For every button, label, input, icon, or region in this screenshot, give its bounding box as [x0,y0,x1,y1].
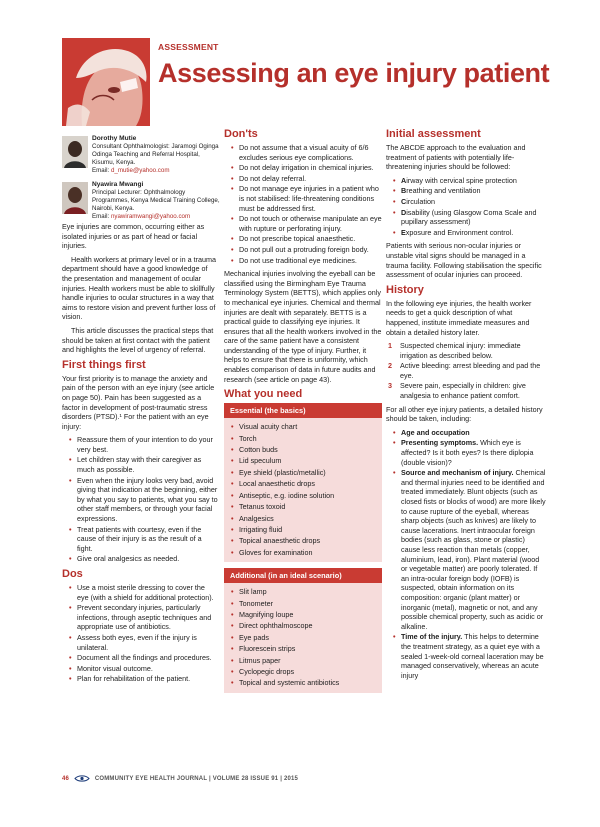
journal-citation: COMMUNITY EYE HEALTH JOURNAL | VOLUME 28 ISSUE 91 | 2015 [94,776,299,783]
list-item: • Fluorescein strips [232,643,374,654]
list-item: • Disability (using Glasgow Coma Scale and pupillary assessment) [394,208,546,227]
list-item: • Monitor visual outcome. [70,664,218,674]
intro-paragraph: Health workers at primary level or in a trauma department should have a good knowledge of the presentation and management of ocular injuries. Health workers must be able to skillfully handle injuries to ocular structures in a way that aims to restore vision and prevent further loss of vision. [62,254,216,322]
list-item: • Source and mechanism of injury. Chemical and thermal injuries need to be identified and treated immediately. Blunt objects (such as closed fists or blocks of wood) are more likely to cause rupture of the eyeball, whereas sharp objects (such as knives) are likely to cause lacerations. Inert intraocular foreign bodies (such as glass, stone or plastic) cause less reaction than metals (copper, aluminium, lead, iron). Plant material (wood or vegetable matter) are poorly tolerated. If an intra-ocular foreign body (IOFB) is suspected, obtain information on its composition: organic (plant matter) or inorganic (metal), magnetic or not, and any possible chemical property, such as acidic or alkaline. [394,468,546,631]
list-item: • Torch [232,433,374,444]
heading-initial-assessment: Initial assessment [386,128,481,140]
column-2 [224,128,382,699]
essential-box [224,403,382,562]
donts-list [224,143,382,265]
list-item: • Treat patients with courtesy, even if the cause of their injury is as the result of a fight. [70,525,218,554]
eye-logo-icon [74,775,90,782]
heading-history: History [386,283,424,296]
list-item: • Breathing and ventilation [394,186,546,196]
list-item: • Topical anaesthetic drops [232,535,374,546]
author-portrait-icon [62,182,88,214]
list-item: • Slit lamp [232,586,374,597]
ocular-paragraph: Patients with serious non-ocular injuries or unstable vital signs should be managed in a trauma facility. Following stabilisation the specific assessment of ocular injuries can proceed. [386,241,542,280]
page-number: 46 [62,776,70,783]
list-item: • Plan for rehabilitation of the patient. [70,674,218,684]
history-list [386,341,546,401]
list-item: • Eye pads [232,632,374,643]
intro-paragraph: Eye injuries are common, occurring either as isolated injuries or as part of head or facial injuries. [62,222,205,251]
list-item: • Magnifying loupe [232,609,374,620]
list-item: • Tonometer [232,598,374,609]
list-item: • Do not manage eye injuries in a patient who is not stabilised: life-threatening conditions must be addressed first. [232,184,382,213]
list-item: • Eye shield (plastic/metallic) [232,467,374,478]
list-item: • Litmus paper [232,655,374,666]
list-item: 3 Severe pain, especially in children: give analgesia to enhance patient comfort. [388,381,526,401]
list-item: • Prevent secondary injuries, particularly infections, through aseptic techniques and appropriate use of antibiotics. [70,603,218,632]
author-mwangi [92,181,222,221]
list-item: • Visual acuity chart [232,421,374,432]
list-item: • Use a moist sterile dressing to cover the eye (with a shield for additional protection). [70,583,218,602]
list-item: • Local anaesthetic drops [232,478,374,489]
list-item: • Age and occupation [394,428,546,438]
heading-donts: Don'ts [224,128,258,140]
list-item: • Do not touch or otherwise manipulate an eye with rupture or perforating injury. [232,214,382,233]
email-label: Email: [92,213,110,220]
list-item: • Assess both eyes, even if the injury is unilateral. [70,633,218,652]
author-portrait-icon [62,136,88,168]
author-name: Nyawira Mwangi [92,181,144,188]
first-things-list [62,435,218,564]
list-item: • Time of the injury. This helps to determine the treatment strategy, as a quiet eye with a sealed 1-week-old corneal laceration may be managed conservatively, whereas an acute injury [394,632,546,680]
detail-list [386,428,546,680]
email-label: Email: [92,167,110,174]
list-item: 1 Suspected chemical injury: immediate irrigation as described below. [388,341,521,360]
additional-list [224,583,382,693]
list-item: • Do not pull out a protruding foreign body. [232,245,382,255]
list-item: • Cyclopegic drops [232,666,374,677]
page-footer [62,775,562,782]
author-name: Dorothy Mutie [92,135,137,142]
list-item: • Do not delay referral. [232,174,382,184]
author-photo-mutie [62,136,88,168]
author-role: Consultant Ophthalmologist: Jaramogi Oginga Odinga Teaching and Referral Hospital, Kisumu, Kenya. [92,143,219,166]
list-item: • Do not assume that a visual acuity of 6/6 excludes serious eye complications. [232,143,382,162]
section-tag: ASSESSMENT [158,42,219,52]
list-item: • Exposure and Environment control. [394,228,546,238]
list-item: • Even when the injury looks very bad, avoid giving that indication at the beginning, either by what you say to patients, what you say to other staff members, or through your facial expressions. [70,476,218,524]
essential-box-header: Essential (the basics) [224,403,382,418]
header-illustration [62,38,150,126]
list-item: • Tetanus toxoid [232,501,374,512]
additional-box [224,568,382,693]
initial-paragraph: The ABCDE approach to the evaluation and treatment of patients with potentially life-threatening injuries should be followed: [386,143,526,172]
list-item: • Give oral analgesics as needed. [70,554,218,564]
list-item: • Let children stay with their caregiver as much as possible. [70,455,218,474]
betts-paragraph: Mechanical injuries involving the eyeball can be classified using the Birmingham Eye Trauma Terminology System (BETTS), which applies only to mechanical eye injuries. Chemical and thermal injuries are dealt with separately. BETTS is a practical guide to classifying eye injuries. It ensures that all the health workers involved in the care of the same patient have a consistent understanding of the type of injury. Further, it helps to ensure that there is uniformity, which enables comparison of data in future audits and research (see article on page 43). [224,269,382,384]
list-item: • Irrigating fluid [232,524,374,535]
author-email-link[interactable]: d_mutie@yahoo.com [110,167,170,174]
list-item: • Cotton buds [232,444,374,455]
heading-first-things: First things first [62,358,146,371]
page-title: Assessing an eye injury patient [158,58,550,88]
author-role: Principal Lecturer: Ophthalmology Programmes, Kenya Medical Training College, Nairobi, Kenya. [92,189,220,212]
author-photo-mwangi [62,182,88,214]
list-item: • Antiseptic, e.g. iodine solution [232,490,374,501]
intro-paragraph: This article discusses the practical steps that should be taken at first contact with the patient and highlights the level of urgency of referral. [62,325,214,355]
list-item: • Do not use traditional eye medicines. [232,256,382,266]
history-paragraph: In the following eye injuries, the health worker needs to get a quick description of what happened, institute immediate measures and obtain a detailed history later. [386,298,532,337]
other-paragraph: For all other eye injury patients, a detailed history should be taken, including: [386,404,543,424]
first-things-paragraph: Your first priority is to manage the anxiety and pain of the person with an eye injury (see article on page 50). Pain has been suggested as a factor in development of post-traumatic stress disorders (PTSD).¹ For the patient with an eye injury: [62,373,215,431]
essential-list [224,418,382,562]
list-item: • Reassure them of your intention to do your very best. [70,435,218,454]
list-item: • Airway with cervical spine protection [394,176,546,186]
abcde-list [386,176,546,238]
heading-dos: Dos [62,568,83,580]
author-email-link[interactable]: nyawiramwangi@yahoo.com [110,213,191,220]
injured-face-illustration [62,38,150,126]
column-3 [386,128,546,684]
column-1 [62,222,218,688]
dos-list [62,583,218,684]
list-item: • Direct ophthalmoscope [232,620,374,631]
list-item: • Presenting symptoms. Which eye is affected? Is it both eyes? Is there diplopia (double vision)? [394,438,546,467]
list-item: • Document all the findings and procedures. [70,653,218,663]
list-item: • Circulation [394,197,546,207]
list-item: • Do not delay irrigation in chemical injuries. [232,163,382,173]
list-item: • Analgesics [232,513,374,524]
list-item: • Lid speculum [232,455,374,466]
heading-what-you-need: What you need [224,388,303,401]
list-item: 2 Active bleeding: arrest bleeding and pad the eye. [388,361,541,380]
additional-box-header: Additional (in an ideal scenario) [224,568,382,583]
list-item: • Gloves for examination [232,547,374,558]
list-item: • Topical and systemic antibiotics [232,677,374,688]
list-item: • Do not prescribe topical anaesthetic. [232,234,382,244]
author-mutie [92,135,222,175]
